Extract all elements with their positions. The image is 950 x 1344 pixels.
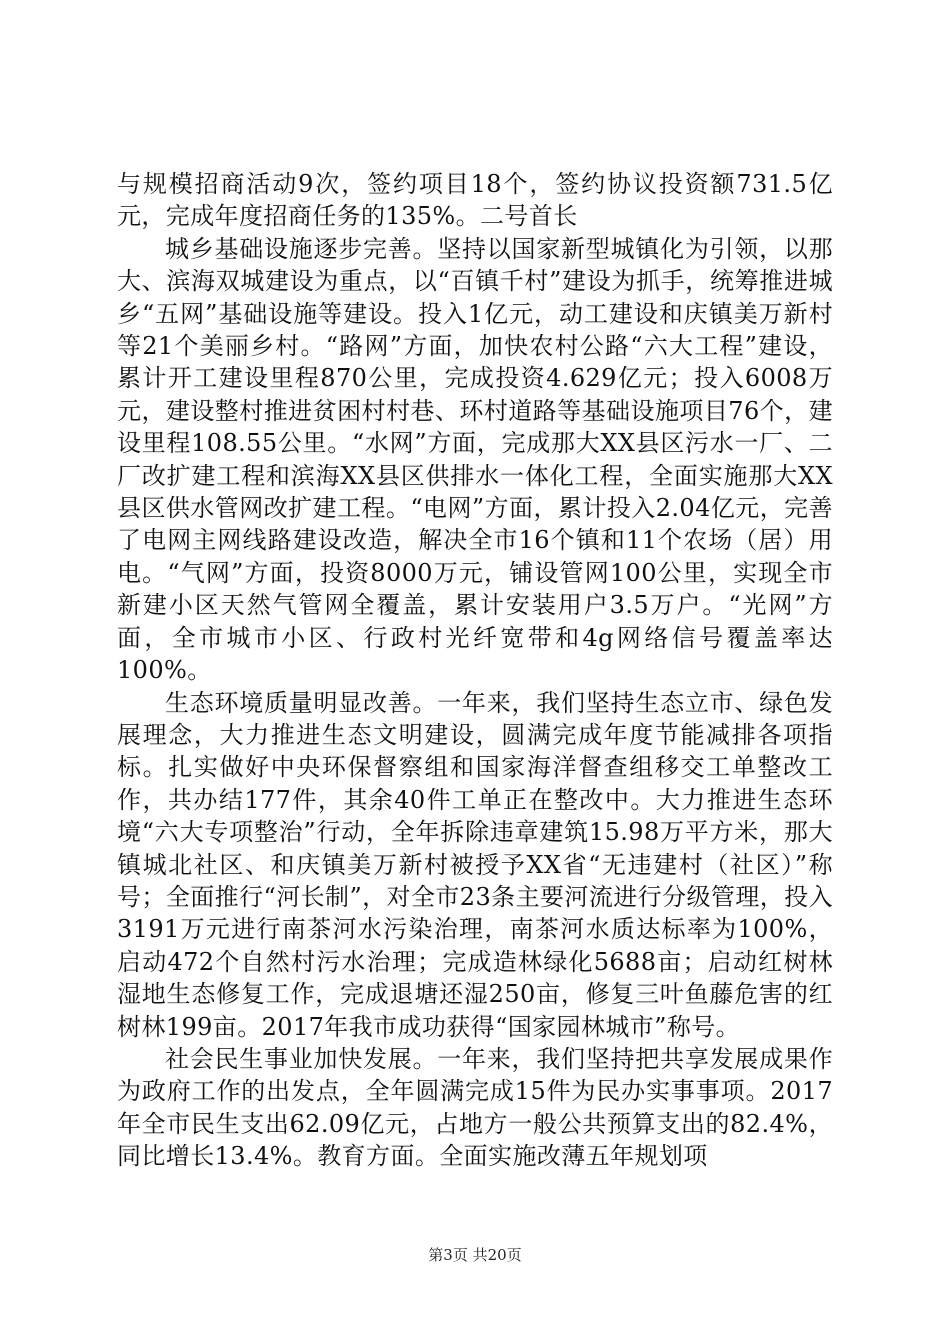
paragraph-livelihood: 社会民生事业加快发展。一年来，我们坚持把共享发展成果作为政府工作的出发点，全年圆满完成15件为民办实事事项。2017年全市民生支出62.09亿元，占地方一般公共预算支出的82.4%，同比增长13.4%。教育方面。全面实施改薄五年规划项 xyxy=(117,1044,833,1171)
document-body xyxy=(117,168,833,1173)
paragraph-investment: 与规模招商活动9次，签约项目18个，签约协议投资额731.5亿元，完成年度招商任务的135%。二号首长 xyxy=(117,170,833,231)
page-number-footer: 第3页 共20页 xyxy=(428,1246,522,1264)
paragraph-infrastructure: 城乡基础设施逐步完善。坚持以国家新型城镇化为引领，以那大、滨海双城建设为重点，以“百镇千村”建设为抓手，统筹推进城乡“五网”基础设施等建设。投入1亿元，动工建设和庆镇美万新村等21个美丽乡村。“路网”方面，加快农村公路“六大工程”建设，累计开工建设里程870公里，完成投资4.629亿元；投入6008万元，建设整村推进贫困村村巷、环村道路等基础设施项目76个，建设里程108.55公里。“水网”方面，完成那大XX县区污水一厂、二厂改扩建工程和滨海XX县区供排水一体化工程，全面实施那大XX县区供水管网改扩建工程。“电网”方面，累计投入2.04亿元，完善了电网主网线路建设改造，解决全市16个镇和11个农场（居）用电。“气网”方面，投资8000万元，铺设管网100公里，实现全市新建小区天然气管网全覆盖，累计安装用户3.5万户。“光网”方面，全市城市小区、行政村光纤宽带和4g网络信号覆盖率达100%。 xyxy=(117,234,833,685)
paragraph-ecology: 生态环境质量明显改善。一年来，我们坚持生态立市、绿色发展理念，大力推进生态文明建设，圆满完成年度节能减排各项指标。扎实做好中央环保督察组和国家海洋督查组移交工单整改工作，共办结177件，其余40件工单正在整改中。大力推进生态环境“六大专项整治”行动，全年拆除违章建筑15.98万平方米，那大镇城北社区、和庆镇美万新村被授予XX省“无违建村（社区）”称号；全面推行“河长制”，对全市23条主要河流进行分级管理，投入3191万元进行南茶河水污染治理，南茶河水质达标率为100%，启动472个自然村污水治理；完成造林绿化5688亩；启动红树林湿地生态修复工作，完成退塘还湿250亩，修复三叶鱼藤危害的红树林199亩。2017年我市成功获得“国家园林城市”称号。 xyxy=(117,688,833,1041)
